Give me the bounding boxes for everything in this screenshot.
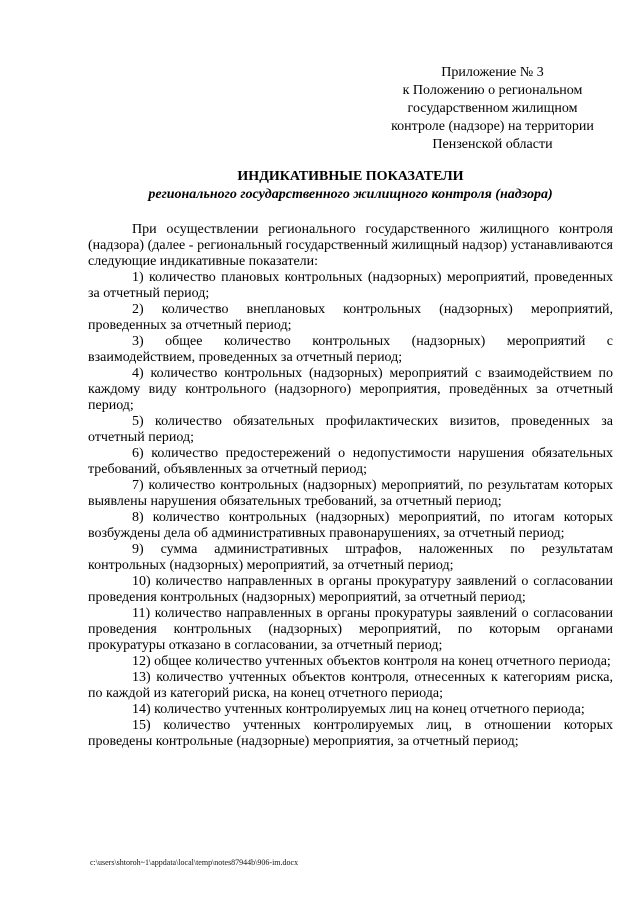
indicator-item: 8) количество контрольных (надзорных) мероприятий, по итогам которых возбуждены дела об административных правонарушениях, за отчетный период; — [88, 510, 613, 541]
title-main: ИНДИКАТИВНЫЕ ПОКАЗАТЕЛИ — [237, 169, 464, 184]
indicator-item: 3) общее количество контрольных (надзорных) мероприятий с взаимодействием, проведенных за отчетный период; — [88, 334, 613, 365]
appendix-line: контроле (надзоре) на территории — [391, 119, 594, 134]
indicator-item: 12) общее количество учтенных объектов контроля на конец отчетного периода; — [132, 654, 611, 669]
appendix-heading — [360, 64, 625, 154]
intro-paragraph: При осуществлении регионального государственного жилищного контроля (надзора) (далее - региональный государственный жилищный надзор) устанавливаются следующие индикативные показатели: — [88, 222, 613, 269]
document-title — [88, 168, 613, 204]
indicator-item: 9) сумма административных штрафов, наложенных по результатам контрольных (надзорных) мероприятий, за отчетный период; — [88, 542, 613, 573]
appendix-line: Приложение № 3 — [441, 65, 544, 80]
indicator-item: 10) количество направленных в органы прокуратуру заявлений о согласовании проведения контрольных (надзорных) мероприятий, за отчетный период; — [88, 574, 613, 605]
indicator-item: 6) количество предостережений о недопустимости нарушения обязательных требований, объявленных за отчетный период; — [88, 446, 613, 477]
appendix-line: государственном жилищном — [407, 101, 578, 116]
title-subtitle: регионального государственного жилищного контроля (надзора) — [148, 187, 553, 202]
indicator-item: 15) количество учтенных контролируемых лиц, в отношении которых проведены контрольные (надзорные) мероприятия, за отчетный период; — [88, 718, 613, 749]
appendix-line: к Положению о региональном — [402, 83, 583, 98]
indicator-item: 4) количество контрольных (надзорных) мероприятий с взаимодействием по каждому виду контрольного (надзорного) мероприятия, проведённых за отчетный период; — [88, 366, 613, 413]
indicator-item: 2) количество внеплановых контрольных (надзорных) мероприятий, проведенных за отчетный период; — [88, 302, 613, 333]
indicator-item: 14) количество учтенных контролируемых лиц на конец отчетного периода; — [132, 702, 585, 717]
indicator-item: 1) количество плановых контрольных (надзорных) мероприятий, проведенных за отчетный период; — [88, 270, 613, 301]
indicator-item: 11) количество направленных в органы прокуратуры заявлений о согласовании проведения контрольных (надзорных) мероприятий, по которым органами прокуратуры отказано в согласовании, за отчетный период; — [88, 606, 613, 653]
indicator-item: 5) количество обязательных профилактических визитов, проведенных за отчетный период; — [88, 414, 613, 445]
file-path-footer: c:\users\shtoroh~1\appdata\local\temp\notes87944b\906-im.docx — [90, 858, 299, 867]
indicator-item: 7) количество контрольных (надзорных) мероприятий, по результатам которых выявлены нарушения обязательных требований, за отчетный период; — [88, 478, 613, 509]
appendix-line: Пензенской области — [432, 137, 553, 152]
indicator-item: 13) количество учтенных объектов контроля, отнесенных к категориям риска, по каждой из категорий риска, на конец отчетного периода; — [88, 670, 613, 701]
document-body — [88, 222, 613, 750]
